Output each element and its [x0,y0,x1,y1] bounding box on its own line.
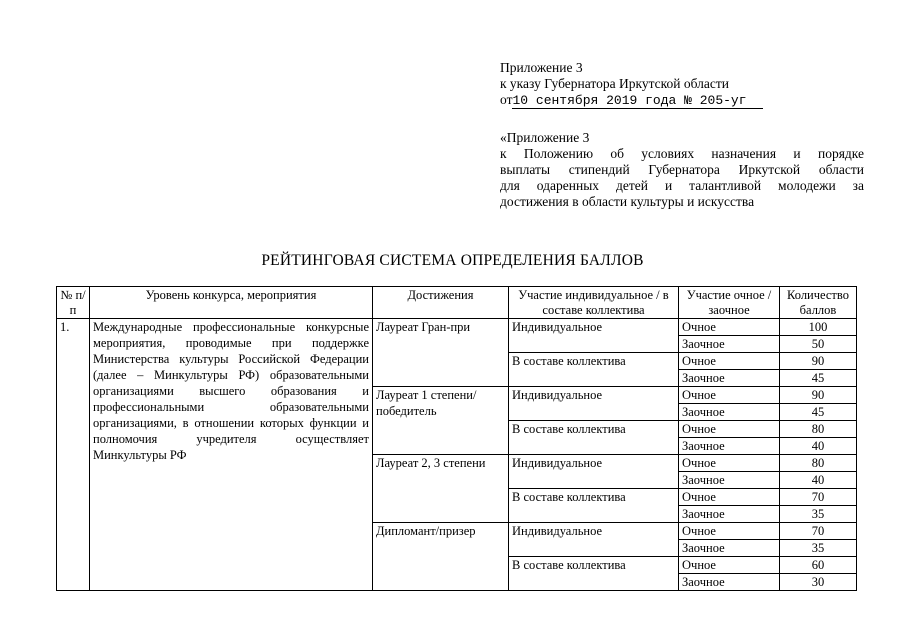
form-cell: Очное [679,489,780,506]
table-body [57,319,857,591]
participation-cell: В составе коллектива [509,557,679,591]
points-cell: 80 [780,421,857,438]
form-cell: Очное [679,387,780,404]
points-cell: 100 [780,319,857,336]
header-points: Количество баллов [780,287,857,319]
appendix2-header [500,130,864,210]
points-cell: 50 [780,336,857,353]
participation-cell: В составе коллектива [509,421,679,455]
points-cell: 35 [780,506,857,523]
form-cell: Заочное [679,336,780,353]
form-cell: Заочное [679,438,780,455]
form-cell: Очное [679,557,780,574]
appendix2-line: выплаты стипендий Губернатора Иркутской области [500,162,864,177]
participation-cell: Индивидуальное [509,319,679,353]
form-cell: Заочное [679,404,780,421]
appendix-date-number: 10 сентября 2019 года № 205-уг [512,93,762,109]
header-achievement: Достижения [373,287,509,319]
header-participation: Участие индивидуальное / в составе коллектива [509,287,679,319]
form-cell: Заочное [679,574,780,591]
table-row [57,319,857,336]
participation-cell: В составе коллектива [509,489,679,523]
points-cell: 40 [780,438,857,455]
points-cell: 30 [780,574,857,591]
appendix2-line: к Положению об условиях назначения и порядке [500,146,864,161]
achievement-cell: Лауреат 2, 3 степени [373,455,509,523]
appendix-header [500,60,763,109]
form-cell: Заочное [679,506,780,523]
points-cell: 70 [780,489,857,506]
points-cell: 90 [780,387,857,404]
header-form: Участие очное / заочное [679,287,780,319]
points-cell: 80 [780,455,857,472]
points-cell: 40 [780,472,857,489]
appendix-from-label: от [500,92,513,107]
appendix2-line: достижения в области культуры и искусства [500,194,755,209]
form-cell: Заочное [679,540,780,557]
row-number-cell: 1. [57,319,90,591]
achievement-cell: Лауреат Гран-при [373,319,509,387]
participation-cell: Индивидуальное [509,523,679,557]
level-cell: Международные профессиональные конкурсные мероприятия, проводимые при поддержке Министерства культуры Российской Федерации (далее – Минкультуры РФ) образовательными организациями высшего образования и профессиональными образовательными организациями, в отношении которых функции и полномочия учредителя осуществляет Минкультуры РФ [90,319,373,591]
points-cell: 45 [780,370,857,387]
points-cell: 35 [780,540,857,557]
achievement-cell: Дипломант/призер [373,523,509,591]
points-cell: 70 [780,523,857,540]
rating-table [56,286,857,591]
participation-cell: В составе коллектива [509,353,679,387]
form-cell: Заочное [679,370,780,387]
appendix2-title: «Приложение 3 [500,130,590,145]
appendix-title: Приложение 3 [500,60,583,75]
appendix2-line: для одаренных детей и талантливой молодежи за [500,178,864,193]
achievement-cell: Лауреат 1 степени/ победитель [373,387,509,455]
participation-cell: Индивидуальное [509,455,679,489]
table-header-row [57,287,857,319]
document-title: РЕЙТИНГОВАЯ СИСТЕМА ОПРЕДЕЛЕНИЯ БАЛЛОВ [261,252,644,269]
appendix-date-line [500,92,763,109]
header-num: № п/п [57,287,90,319]
form-cell: Очное [679,523,780,540]
form-cell: Очное [679,455,780,472]
points-cell: 90 [780,353,857,370]
form-cell: Очное [679,353,780,370]
appendix-decree-line: к указу Губернатора Иркутской области [500,76,729,91]
header-level: Уровень конкурса, мероприятия [90,287,373,319]
participation-cell: Индивидуальное [509,387,679,421]
form-cell: Очное [679,319,780,336]
points-cell: 60 [780,557,857,574]
points-cell: 45 [780,404,857,421]
form-cell: Заочное [679,472,780,489]
form-cell: Очное [679,421,780,438]
